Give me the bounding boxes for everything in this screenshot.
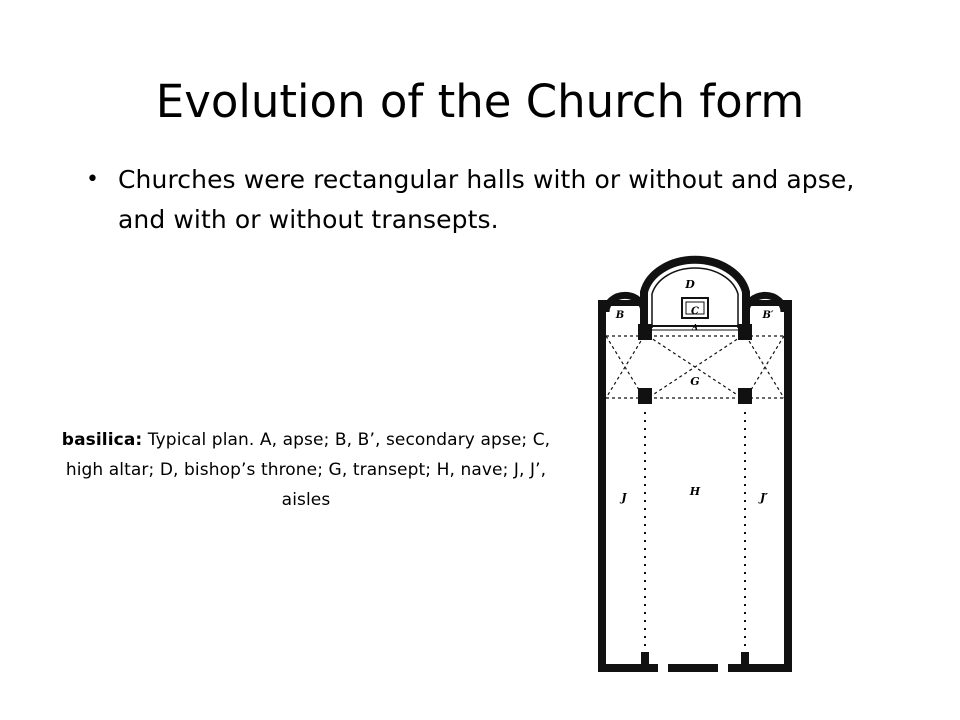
bullet-list (86, 160, 886, 240)
plan-label-d: D (685, 278, 695, 291)
plan-label-j: J (621, 491, 627, 504)
caption-text: Typical plan. A, apse; B, B’, secondary apse; C, high altar; D, bishop’s throne; G, transept; H, nave; J, J’, aisles (65, 430, 551, 510)
plan-label-j-prime: J′ (759, 491, 769, 504)
plan-label-b: B (615, 310, 625, 321)
plan-label-g: G (690, 375, 700, 388)
slide-title: Evolution of the Church form (155, 75, 805, 128)
plan-label-b-prime: B′ (762, 310, 774, 321)
basilica-plan-drawing (590, 252, 800, 682)
bullet-item (86, 160, 886, 240)
figure-caption (55, 425, 557, 515)
bullet-text: Churches were rectangular halls with or without and apse, and with or without transepts. (118, 165, 855, 234)
caption-term: basilica: (61, 430, 143, 450)
plan-label-c: C (691, 306, 699, 317)
church-floor-plan-icon (590, 252, 800, 682)
plan-label-a: A (691, 322, 699, 332)
plan-label-h: H (689, 485, 701, 498)
bullet-marker: • (86, 167, 100, 192)
